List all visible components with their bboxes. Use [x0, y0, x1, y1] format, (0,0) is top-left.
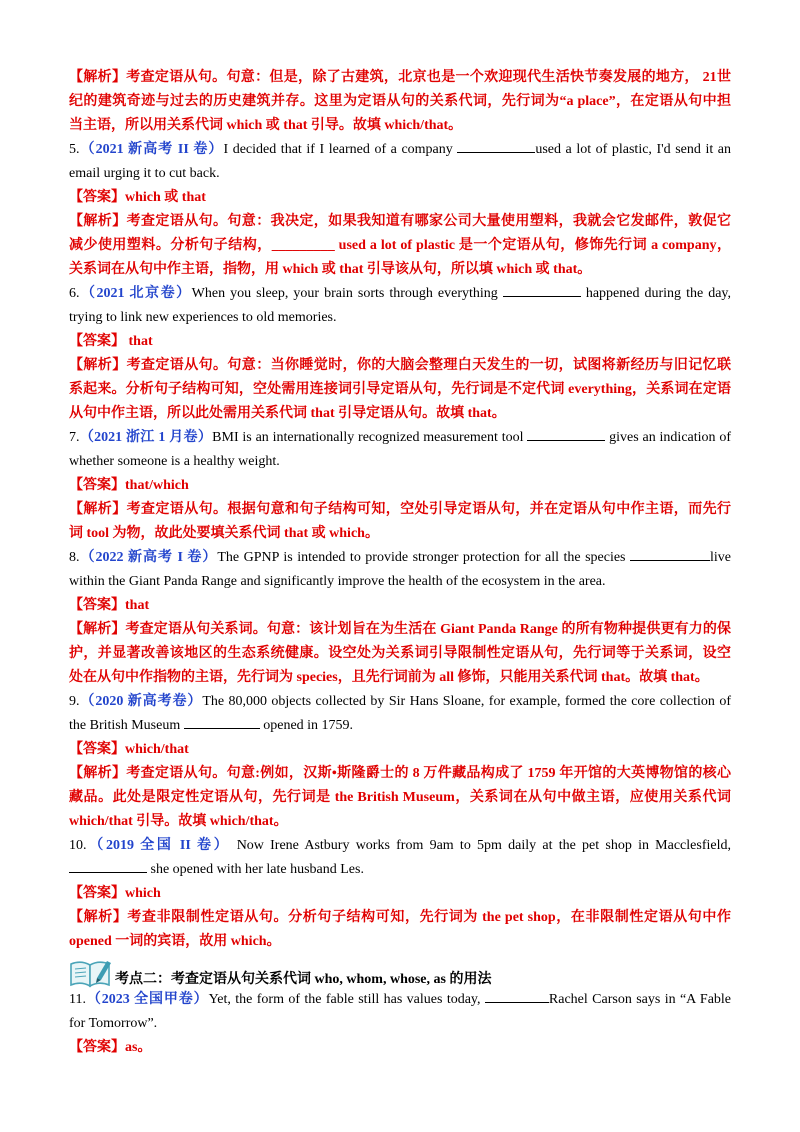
question-6-cont: trying to link new experiences to old memories. [69, 310, 337, 325]
analysis-line: which/that 引导。故填 which/that。 [69, 814, 288, 829]
question-source: （2021 浙江 1 月卷） [79, 430, 213, 445]
answer-label: 【答案】as。 [69, 1040, 152, 1055]
answer-blank [485, 988, 549, 1003]
question-source: （2022 新高考 I 卷） [79, 550, 218, 565]
analysis-line: 【解析】考查定语从句关系词。句意：该计划旨在为生活在 Giant Panda Range 的所有物种提供更有力的保 [69, 622, 731, 637]
answer-label: 【答案】which [69, 886, 161, 901]
analysis-line: 减少使用塑料。分析句子结构，_________ used a lot of plastic 是一个定语从句，修饰先行词 a company， [69, 238, 731, 253]
analysis-line: 藏品。此处是限定性定语从句，先行词是 the British Museum，关系词在从句中做主语，应使用关系代词 [69, 790, 731, 805]
question-10-cont: she opened with her late husband Les. [69, 858, 731, 882]
question-5-cont: email urging it to cut back. [69, 166, 220, 181]
question-9-cont: the British Museum opened in 1759. [69, 714, 731, 738]
document-body [69, 66, 731, 1060]
question-11-cont: for Tomorrow”. [69, 1016, 158, 1031]
book-pen-icon [69, 958, 113, 988]
answer-label: 【答案】which 或 that [69, 190, 206, 205]
answer-blank [184, 714, 260, 729]
answer-blank [69, 858, 147, 873]
answer-blank [457, 138, 535, 153]
analysis-line: 【解析】考查定语从句。句意：当你睡觉时，你的大脑会整理白天发生的一切，试图将新经历与旧记忆联 [69, 358, 731, 373]
question-11: 11.（2023 全国甲卷）Yet, the form of the fable still has values today, Rachel Carson says in “A Fable [69, 988, 731, 1012]
question-source: （2020 新高考卷） [79, 694, 203, 709]
analysis-line: 系起来。分析句子结构可知，空处需用连接词引导定语从句，先行词是不定代词 everything，关系词在定语 [69, 382, 731, 397]
analysis-line: 【解析】考查定语从句。句意：我决定，如果我知道有哪家公司大量使用塑料，我就会它发邮件，敦促它 [69, 214, 731, 229]
analysis-line: 【解析】考查非限制性定语从句。分析句子结构可知，先行词为 the pet shop，在非限制性定语从句中作 [69, 910, 731, 925]
answer-blank [527, 426, 605, 441]
section-heading [69, 956, 731, 988]
question-7: 7.（2021 浙江 1 月卷）BMI is an internationally recognized measurement tool gives an indication of [69, 426, 731, 450]
analysis-line: 护，并显著改善该地区的生态系统健康。设空处为关系词引导限制性定语从句，先行词等于关系词，设空 [69, 646, 731, 661]
analysis-line: opened 一词的宾语，故用 which。 [69, 934, 281, 949]
answer-blank [630, 546, 710, 561]
answer-label: 【答案】 that [69, 334, 153, 349]
question-source: （2019 全国 II 卷） [86, 838, 231, 853]
question-source: （2021 新高考 II 卷） [79, 142, 224, 157]
answer-blank [503, 282, 581, 297]
analysis-line: 处在从句中作指物的主语，先行词为 species，且先行词前为 all 修饰，只能用关系代词 that。故填 that。 [69, 670, 709, 685]
analysis-line: 词 tool 为物，故此处要填关系代词 that 或 which。 [69, 526, 379, 541]
analysis-line: 从句中作主语，所以此处需用关系代词 that 引导定语从句。故填 that。 [69, 406, 506, 421]
analysis-line: 纪的建筑奇迹与过去的历史建筑并存。这里为定语从句的关系代词，先行词为“a place”，在定语从句中担 [69, 94, 731, 109]
question-5: 5.（2021 新高考 II 卷）I decided that if I learned of a company used a lot of plastic, I'd send it an [69, 138, 731, 162]
answer-label: 【答案】which/that [69, 742, 189, 757]
section-title: 考点二：考查定语从句关系代词 who, whom, whose, as 的用法 [115, 972, 492, 987]
analysis-line: 【解析】考查定语从句。根据句意和句子结构可知，空处引导定语从句，并在定语从句中作主语，而先行 [69, 502, 731, 517]
question-8-cont: within the Giant Panda Range and significantly improve the health of the ecosystem in the area. [69, 574, 606, 589]
question-source: （2023 全国甲卷） [85, 992, 209, 1007]
question-6: 6.（2021 北京卷）When you sleep, your brain sorts through everything happened during the day, [69, 282, 731, 306]
question-source: （2021 北京卷） [79, 286, 192, 301]
answer-label: 【答案】that [69, 598, 150, 613]
question-9: 9.（2020 新高考卷）The 80,000 objects collected by Sir Hans Sloane, for example, formed the core collection of [69, 694, 731, 709]
answer-label: 【答案】that/which [69, 478, 189, 493]
question-8: 8.（2022 新高考 I 卷）The GPNP is intended to provide stronger protection for all the species live [69, 546, 731, 570]
analysis-line: 【解析】考查定语从句。句意：但是，除了古建筑，北京也是一个欢迎现代生活快节奏发展的地方， 21世 [69, 70, 731, 85]
analysis-line: 当主语，所以用关系代词 which 或 that 引导。故填 which/that。 [69, 118, 463, 133]
analysis-line: 关系词在从句中作主语，指物，用 which 或 that 引导该从句，所以填 which 或 that。 [69, 262, 592, 277]
analysis-line: 【解析】考查定语从句。句意:例如，汉斯•斯隆爵士的 8 万件藏品构成了 1759 年开馆的大英博物馆的核心 [69, 766, 731, 781]
question-7-cont: whether someone is a healthy weight. [69, 454, 280, 469]
question-10: 10.（2019 全国 II 卷） Now Irene Astbury works from 9am to 5pm daily at the pet shop in Macclesfield, [69, 838, 731, 853]
